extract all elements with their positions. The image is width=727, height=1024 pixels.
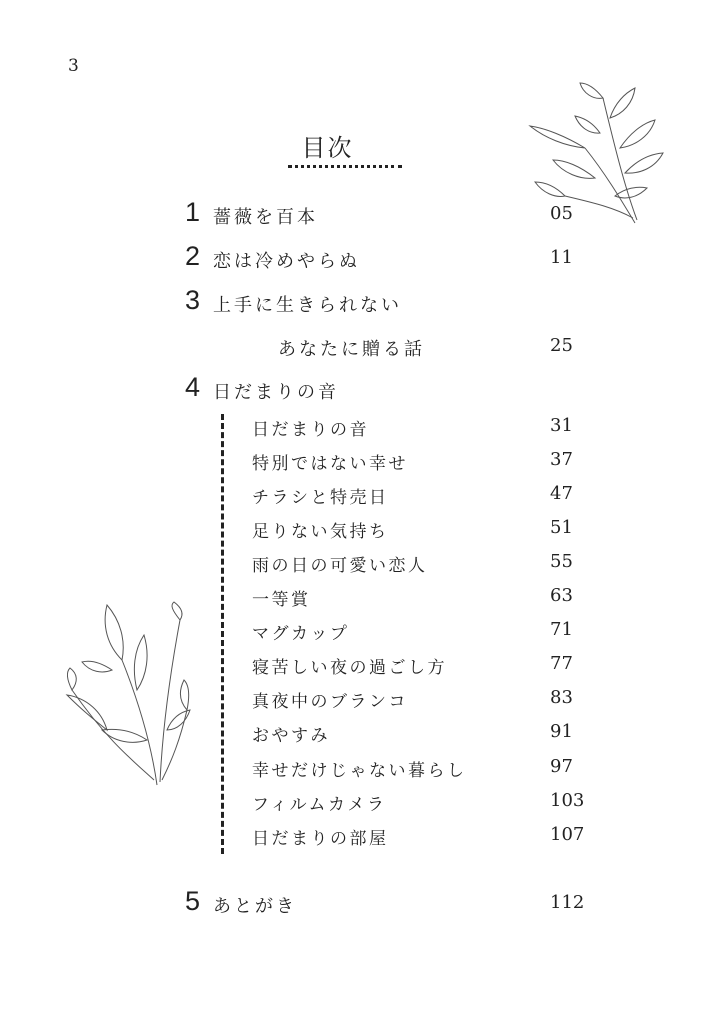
chapter-title: 上手に生きられない: [213, 295, 402, 316]
page-title: 目次: [301, 134, 354, 162]
subsection-title: チラシと特売日: [252, 488, 389, 508]
subsection-page: 47: [550, 483, 573, 504]
subsection-title: 日だまりの音: [252, 420, 369, 440]
subsection-title: 幸せだけじゃない暮らし: [252, 761, 467, 781]
chapter-title: あとがき: [213, 896, 297, 917]
subsection-title: マグカップ: [252, 624, 350, 644]
chapter-number: 2: [185, 241, 201, 271]
subsection-title: 真夜中のブランコ: [252, 692, 408, 712]
subsection-title: おやすみ: [252, 726, 330, 746]
chapter-page: 05: [550, 203, 573, 224]
subsection-divider: [221, 414, 224, 854]
subsection-page: 103: [550, 790, 585, 811]
subsection-page: 97: [550, 756, 573, 777]
leaf-bouquet-icon: [62, 600, 192, 790]
subsection-page: 51: [550, 517, 573, 538]
leaf-sprig-icon: [525, 78, 665, 230]
subsection-title: 足りない気持ち: [252, 522, 389, 542]
subsection-page: 71: [550, 619, 573, 640]
chapter-title-continued: あなたに贈る話: [278, 339, 425, 360]
subsection-page: 63: [550, 585, 573, 606]
chapter-title: 恋は冷めやらぬ: [213, 251, 360, 272]
chapter-page: 25: [550, 335, 573, 356]
chapter-number: 5: [185, 886, 201, 916]
chapter-number: 1: [185, 197, 201, 227]
subsection-title: 一等賞: [252, 590, 311, 610]
subsection-title: 雨の日の可愛い恋人: [252, 556, 428, 576]
chapter-page: 11: [550, 247, 573, 268]
chapter-number: 3: [185, 285, 201, 315]
title-underline: [288, 165, 402, 168]
subsection-title: 寝苦しい夜の過ごし方: [252, 658, 447, 678]
chapter-title: 薔薇を百本: [213, 207, 318, 228]
chapter-title: 日だまりの音: [213, 382, 339, 403]
chapter-number: 4: [185, 372, 201, 402]
subsection-title: フィルムカメラ: [252, 795, 387, 815]
subsection-page: 83: [550, 687, 573, 708]
subsection-page: 107: [550, 824, 585, 845]
subsection-page: 77: [550, 653, 573, 674]
subsection-page: 91: [550, 721, 573, 742]
subsection-page: 37: [550, 449, 573, 470]
subsection-title: 特別ではない幸せ: [252, 454, 408, 474]
subsection-page: 31: [550, 415, 573, 436]
page-number: 3: [68, 56, 79, 76]
chapter-page: 112: [550, 892, 585, 913]
subsection-page: 55: [550, 551, 573, 572]
subsection-title: 日だまりの部屋: [252, 829, 389, 849]
